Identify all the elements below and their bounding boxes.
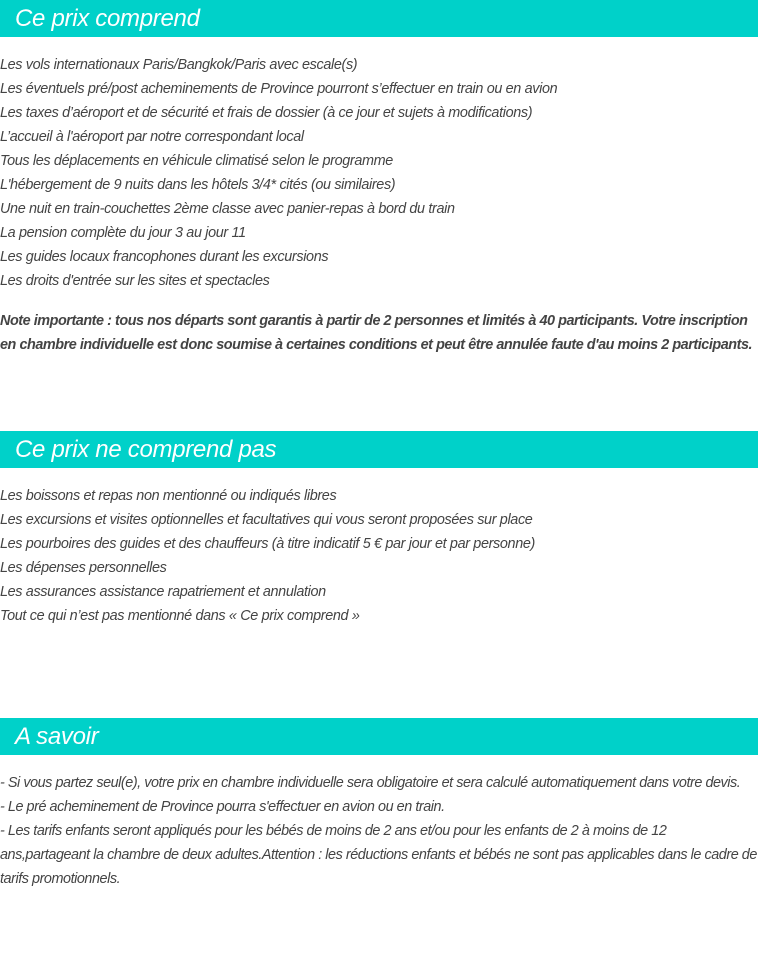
list-item: Les vols internationaux Paris/Bangkok/Paris avec escale(s) — [0, 57, 358, 73]
section-header-excluded — [0, 431, 758, 468]
list-item: Les dépenses personnelles — [0, 560, 167, 576]
list-item: Les boissons et repas non mentionné ou indiqués libres — [0, 488, 337, 504]
list-item: L'hébergement de 9 nuits dans les hôtels 3/4* cités (ou similaires) — [0, 177, 396, 193]
list-item: Les droits d'entrée sur les sites et spectacles — [0, 273, 270, 289]
section-title-included: Ce prix comprend — [15, 5, 200, 32]
section-header-included — [0, 0, 758, 37]
list-item: Les excursions et visites optionnelles et facultatives qui vous seront proposées sur place — [0, 512, 533, 528]
info-paragraph: - Le pré acheminement de Province pourra s'effectuer en avion ou en train. — [0, 799, 445, 815]
list-item: Les pourboires des guides et des chauffeurs (à titre indicatif 5 € par jour et par personne) — [0, 536, 535, 552]
section-title-good-to-know: A savoir — [15, 723, 99, 750]
list-item: Les guides locaux francophones durant les excursions — [0, 249, 329, 265]
list-item: Tous les déplacements en véhicule climatisé selon le programme — [0, 153, 393, 169]
section-title-excluded: Ce prix ne comprend pas — [15, 436, 277, 463]
list-item: La pension complète du jour 3 au jour 11 — [0, 225, 246, 241]
good-to-know-text — [0, 771, 758, 891]
list-item: L’accueil à l'aéroport par notre correspondant local — [0, 129, 304, 145]
info-paragraph: - Les tarifs enfants seront appliqués pour les bébés de moins de 2 ans et/ou pour les enfants de 2 à moins de 12 ans,partageant la chambre de deux adultes.Attention : les réductions enfants et bébés ne sont pas applicables dans le cadre de tarifs promotionnels. — [0, 823, 757, 887]
list-item: Les éventuels pré/post acheminements de Province pourront s’effectuer en train ou en avion — [0, 81, 558, 97]
section-header-good-to-know — [0, 718, 758, 755]
list-item: Les assurances assistance rapatriement et annulation — [0, 584, 326, 600]
list-item: Les taxes d’aéroport et de sécurité et frais de dossier (à ce jour et sujets à modifications) — [0, 105, 533, 121]
list-item: Tout ce qui n’est pas mentionné dans « Ce prix comprend » — [0, 608, 360, 624]
info-paragraph: - Si vous partez seul(e), votre prix en chambre individuelle sera obligatoire et sera calculé automatiquement dans votre devis. — [0, 775, 741, 791]
important-note: Note importante : tous nos départs sont garantis à partir de 2 personnes et limités à 40 participants. Votre inscription en chambre individuelle est donc soumise à certaines conditions et peut être annulée faute d'au moins 2 participants. — [0, 313, 753, 353]
included-list — [0, 53, 758, 293]
list-item: Une nuit en train-couchettes 2ème classe avec panier-repas à bord du train — [0, 201, 455, 217]
excluded-list — [0, 484, 758, 628]
